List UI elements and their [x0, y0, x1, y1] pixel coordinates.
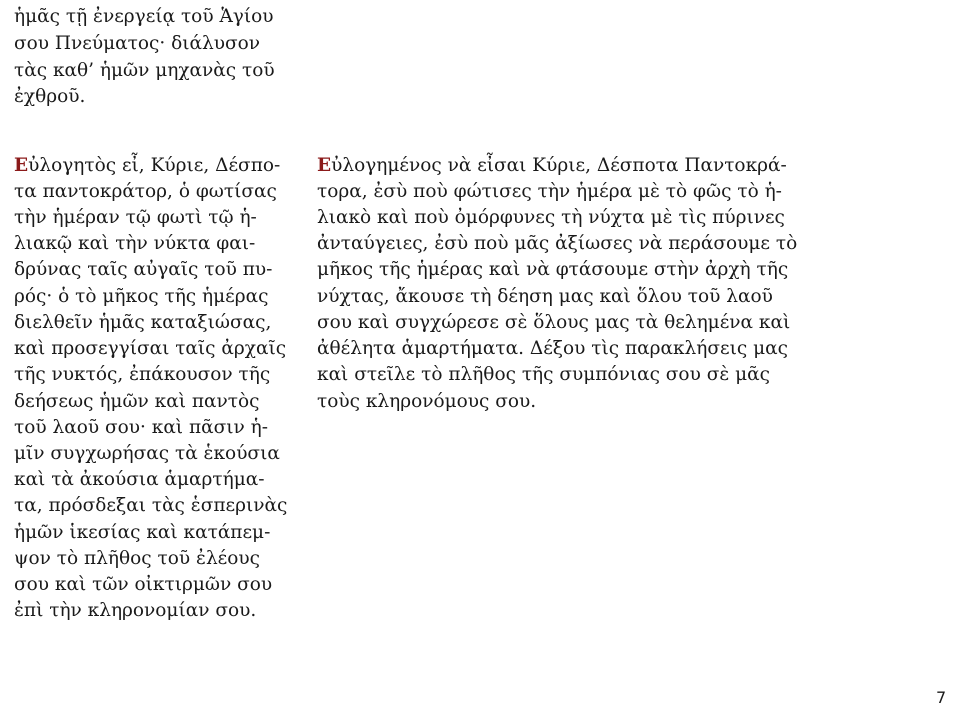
greek-prayer-initial: Ε	[14, 155, 29, 176]
translation-line: τοὺς κληρονόμους σου.	[317, 391, 537, 412]
translation-line: ἀνταύγειες, ἐσὺ ποὺ μᾶς ἀξίωσες νὰ περάσουμε τὸ	[317, 233, 798, 254]
greek-prayer-line: ψον τὸ πλῆθος τοῦ ἐλέους	[14, 548, 260, 569]
translation-initial: Ε	[317, 155, 332, 176]
translation-line: ἀθέλητα ἁμαρτήματα. Δέξου τὶς παρακλήσεις μας	[317, 338, 788, 359]
translation-line: νύχτας, ἄκουσε τὴ δέηση μας καὶ ὅλου τοῦ λαοῦ	[317, 286, 773, 307]
greek-prayer-line: διελθεῖν ἡμᾶς καταξιώσας,	[14, 312, 272, 333]
greek-prayer-line: τῆς νυκτός, ἐπάκουσον τῆς	[14, 364, 271, 385]
translation-line: τορα, ἐσὺ ποὺ φώτισες τὴν ἡμέρα μὲ τὸ φῶς τὸ ἡ-	[317, 181, 782, 202]
greek-prayer-first-line	[14, 153, 280, 179]
top-passage-line: ἡμᾶς τῇ ἐνεργείᾳ τοῦ Ἁγίου	[14, 6, 274, 27]
greek-prayer-line: σου καὶ τῶν οἰκτιρμῶν σου	[14, 574, 273, 595]
translation-first-line-text: ὐλογημένος νὰ εἶσαι Κύριε, Δέσποτα Παντοκρά-	[331, 155, 787, 176]
greek-prayer-line: καὶ προσεγγίσαι ταῖς ἀρχαῖς	[14, 338, 287, 359]
greek-prayer-line: καὶ τὰ ἀκούσια ἁμαρτήμα-	[14, 469, 265, 490]
greek-prayer-line: τα παντοκράτορ, ὁ φωτίσας	[14, 181, 277, 202]
translation-line: μῆκος τῆς ἡμέρας καὶ νὰ φτάσουμε στὴν ἀρχὴ τῆς	[317, 259, 789, 280]
top-passage-line: ἐχθροῦ.	[14, 86, 86, 107]
translation-first-line	[317, 153, 787, 179]
greek-prayer-line: δεήσεως ἡμῶν καὶ παντὸς	[14, 391, 260, 412]
greek-prayer-line: λιακῷ καὶ τὴν νύκτα φαι-	[14, 233, 256, 254]
greek-prayer-line: μῖν συγχωρήσας τὰ ἑκούσια	[14, 443, 280, 464]
top-passage-line: τὰς καθ’ ἡμῶν μηχανὰς τοῦ	[14, 60, 275, 81]
greek-prayer-line: τοῦ λαοῦ σου· καὶ πᾶσιν ἡ-	[14, 417, 268, 438]
greek-prayer-line: ἡμῶν ἱκεσίας καὶ κατάπεμ-	[14, 522, 271, 543]
greek-prayer-line: δρύνας ταῖς αὐγαῖς τοῦ πυ-	[14, 259, 273, 280]
greek-prayer-line: ρός· ὁ τὸ μῆκος τῆς ἡμέρας	[14, 286, 269, 307]
greek-prayer-line: τα, πρόσδεξαι τὰς ἑσπερινὰς	[14, 495, 288, 516]
page-number: 7	[936, 688, 947, 707]
translation-line: σου καὶ συγχώρεσε σὲ ὅλους μας τὰ θελημένα καὶ	[317, 312, 791, 333]
translation-line: καὶ στεῖλε τὸ πλῆθος τῆς συμπόνιας σου σὲ μᾶς	[317, 364, 771, 385]
greek-prayer-first-line-text: ὐλογητὸς εἶ, Κύριε, Δέσπο-	[28, 155, 281, 176]
translation-line: λιακὸ καὶ ποὺ ὀμόρφυνες τὴ νύχτα μὲ τὶς πύρινες	[317, 207, 785, 228]
top-passage-line: σου Πνεύματος· διάλυσον	[14, 33, 260, 54]
greek-prayer-line: τὴν ἡμέραν τῷ φωτὶ τῷ ἡ-	[14, 207, 257, 228]
greek-prayer-line: ἐπὶ τὴν κληρονομίαν σου.	[14, 600, 257, 621]
